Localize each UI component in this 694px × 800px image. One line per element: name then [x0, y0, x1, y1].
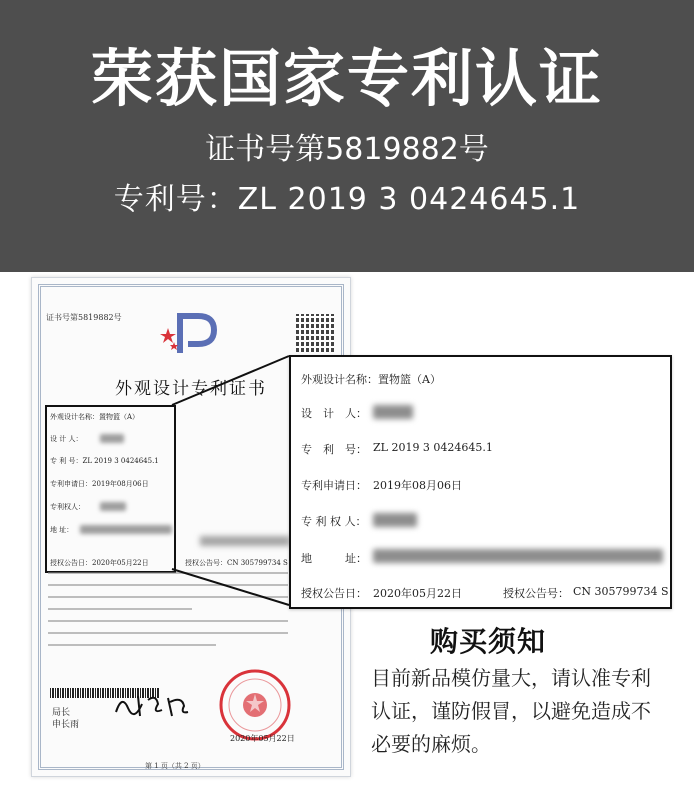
director-title: 局长 — [52, 708, 71, 718]
small-filing-date: 专利申请日：2019年08月06日 — [50, 480, 149, 488]
small-patentee: 专利权人： — [50, 503, 85, 511]
certificate-title: 外观设计专利证书 — [115, 379, 267, 399]
zoom-address: 地 址： — [301, 552, 367, 565]
small-address: 地 址： — [50, 526, 74, 534]
zoom-patentee: 专 利 权 人： — [301, 515, 367, 528]
notice-line: 必要的麻烦。 — [371, 732, 491, 756]
certificate-number: 证书号第5819882号 — [205, 132, 489, 167]
small-grant-no: 授权公告号：CN 305799734 S — [185, 559, 288, 567]
director-name: 申长雨 — [52, 720, 80, 730]
seal-date: 2020年05月22日 — [230, 734, 295, 743]
zoom-grant-no: CN 305799734 S — [573, 585, 669, 598]
zoom-blurred-designer — [373, 405, 413, 419]
notice-line: 目前新品模仿量大，请认准专利 — [371, 666, 651, 690]
zoom-design-name: 外观设计名称：置物篮（A） — [301, 373, 441, 386]
zoom-blurred-patentee — [373, 513, 417, 527]
zoom-filing-date: 2019年08月06日 — [373, 479, 462, 492]
small-designer: 设 计 人： — [50, 435, 83, 443]
zoom-grant-date: 2020年05月22日 — [373, 587, 462, 600]
notice-line: 认证，谨防假冒，以避免造成不 — [371, 699, 651, 723]
small-patent-no: 专 利 号：ZL 2019 3 0424645.1 — [50, 457, 159, 465]
notice-text — [371, 662, 681, 761]
small-design-name: 外观设计名称：置物篮（A） — [50, 413, 140, 421]
small-grant-date: 授权公告日：2020年05月22日 — [50, 559, 149, 567]
zoom-grant-label: 授权公告日： — [301, 587, 367, 600]
certificate-number-label: 证书号第5819882号 — [46, 313, 122, 322]
patent-number: 专利号：ZL 2019 3 0424645.1 — [113, 182, 581, 217]
page-number: 第 1 页（共 2 页） — [145, 762, 205, 770]
zoom-patent-no-label: 专 利 号： — [301, 443, 367, 456]
zoom-blurred-address — [373, 549, 663, 563]
zoomed-certificate-details — [289, 355, 672, 609]
zoom-patent-no: ZL 2019 3 0424645.1 — [373, 441, 493, 454]
zoom-grant-no-label: 授权公告号： — [503, 587, 569, 600]
banner-title: 荣获国家专利认证 — [90, 42, 603, 115]
zoom-filing-label: 专利申请日： — [301, 479, 367, 492]
zoom-designer: 设 计 人： — [301, 407, 367, 420]
notice-title: 购买须知 — [430, 625, 547, 658]
